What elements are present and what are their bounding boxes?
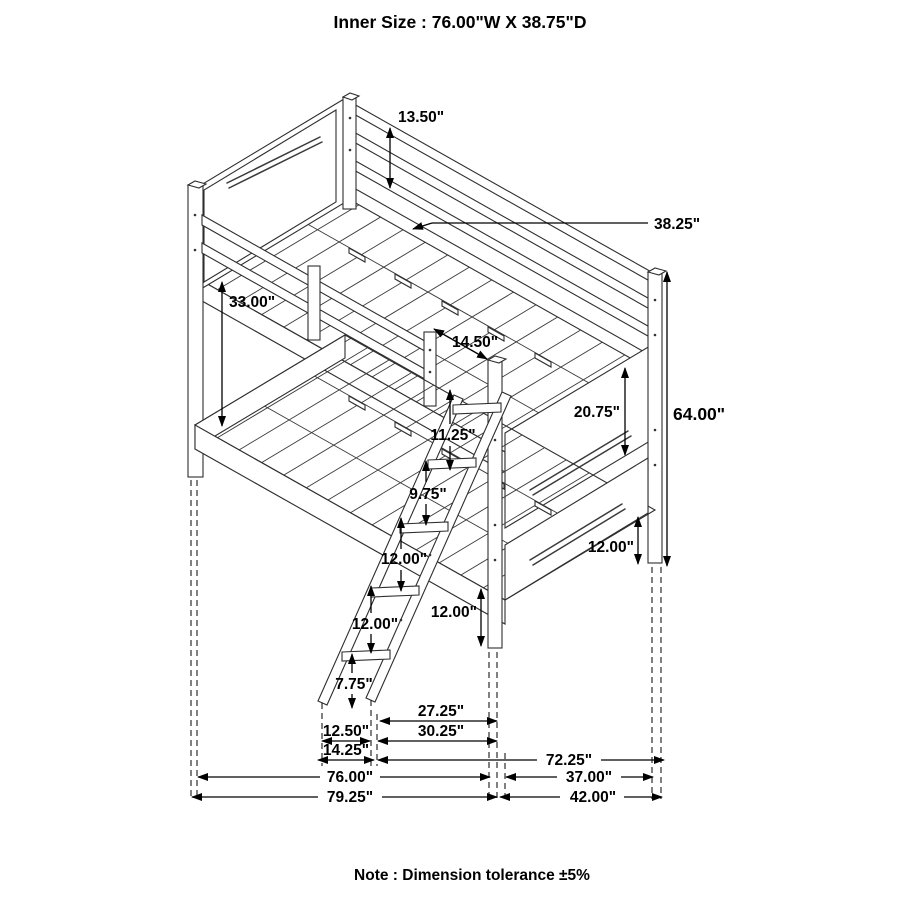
right-post xyxy=(648,268,666,563)
page-title: Inner Size : 76.00"W X 38.75"D xyxy=(333,12,587,32)
dim-top-footboard-height: 20.75" xyxy=(573,404,620,421)
dim-rung-spacing-lower: 12.00" xyxy=(351,616,399,633)
dim-overall-length: 79.25" xyxy=(326,789,374,806)
dim-ladder-foot-depth: 12.50" xyxy=(322,723,370,740)
dim-bottom-rung-height: 7.75" xyxy=(335,676,373,693)
tolerance-note: Note : Dimension tolerance ±5% xyxy=(354,867,590,884)
dim-overall-depth: 42.00" xyxy=(569,789,617,806)
dim-underbed-clearance: 12.00" xyxy=(430,604,477,621)
dim-rung-spacing-top: 11.25" xyxy=(430,427,476,444)
dim-overall-height: 64.00" xyxy=(673,404,726,424)
dim-top-guard-rail-height: 13.50" xyxy=(398,109,445,126)
dim-slat-depth: 38.25" xyxy=(654,216,701,233)
dim-bunk-gap-height: 33.00" xyxy=(229,294,276,311)
dim-frame-length: 72.25" xyxy=(545,752,593,769)
dim-ladder-reach: 27.25" xyxy=(417,703,465,720)
dim-ladder-span: 30.25" xyxy=(417,723,465,740)
dim-ladder-foot-offset: 14.25" xyxy=(322,742,370,759)
dim-ladder-opening-width: 14.50" xyxy=(452,334,499,351)
dim-footboard-floor-clearance: 12.00" xyxy=(587,539,634,556)
dim-rung-spacing-upper: 9.75" xyxy=(409,486,447,503)
dim-rung-spacing-mid: 12.00" xyxy=(380,551,428,568)
dim-inner-length: 76.00" xyxy=(326,769,374,786)
dim-frame-depth: 37.00" xyxy=(565,769,613,786)
